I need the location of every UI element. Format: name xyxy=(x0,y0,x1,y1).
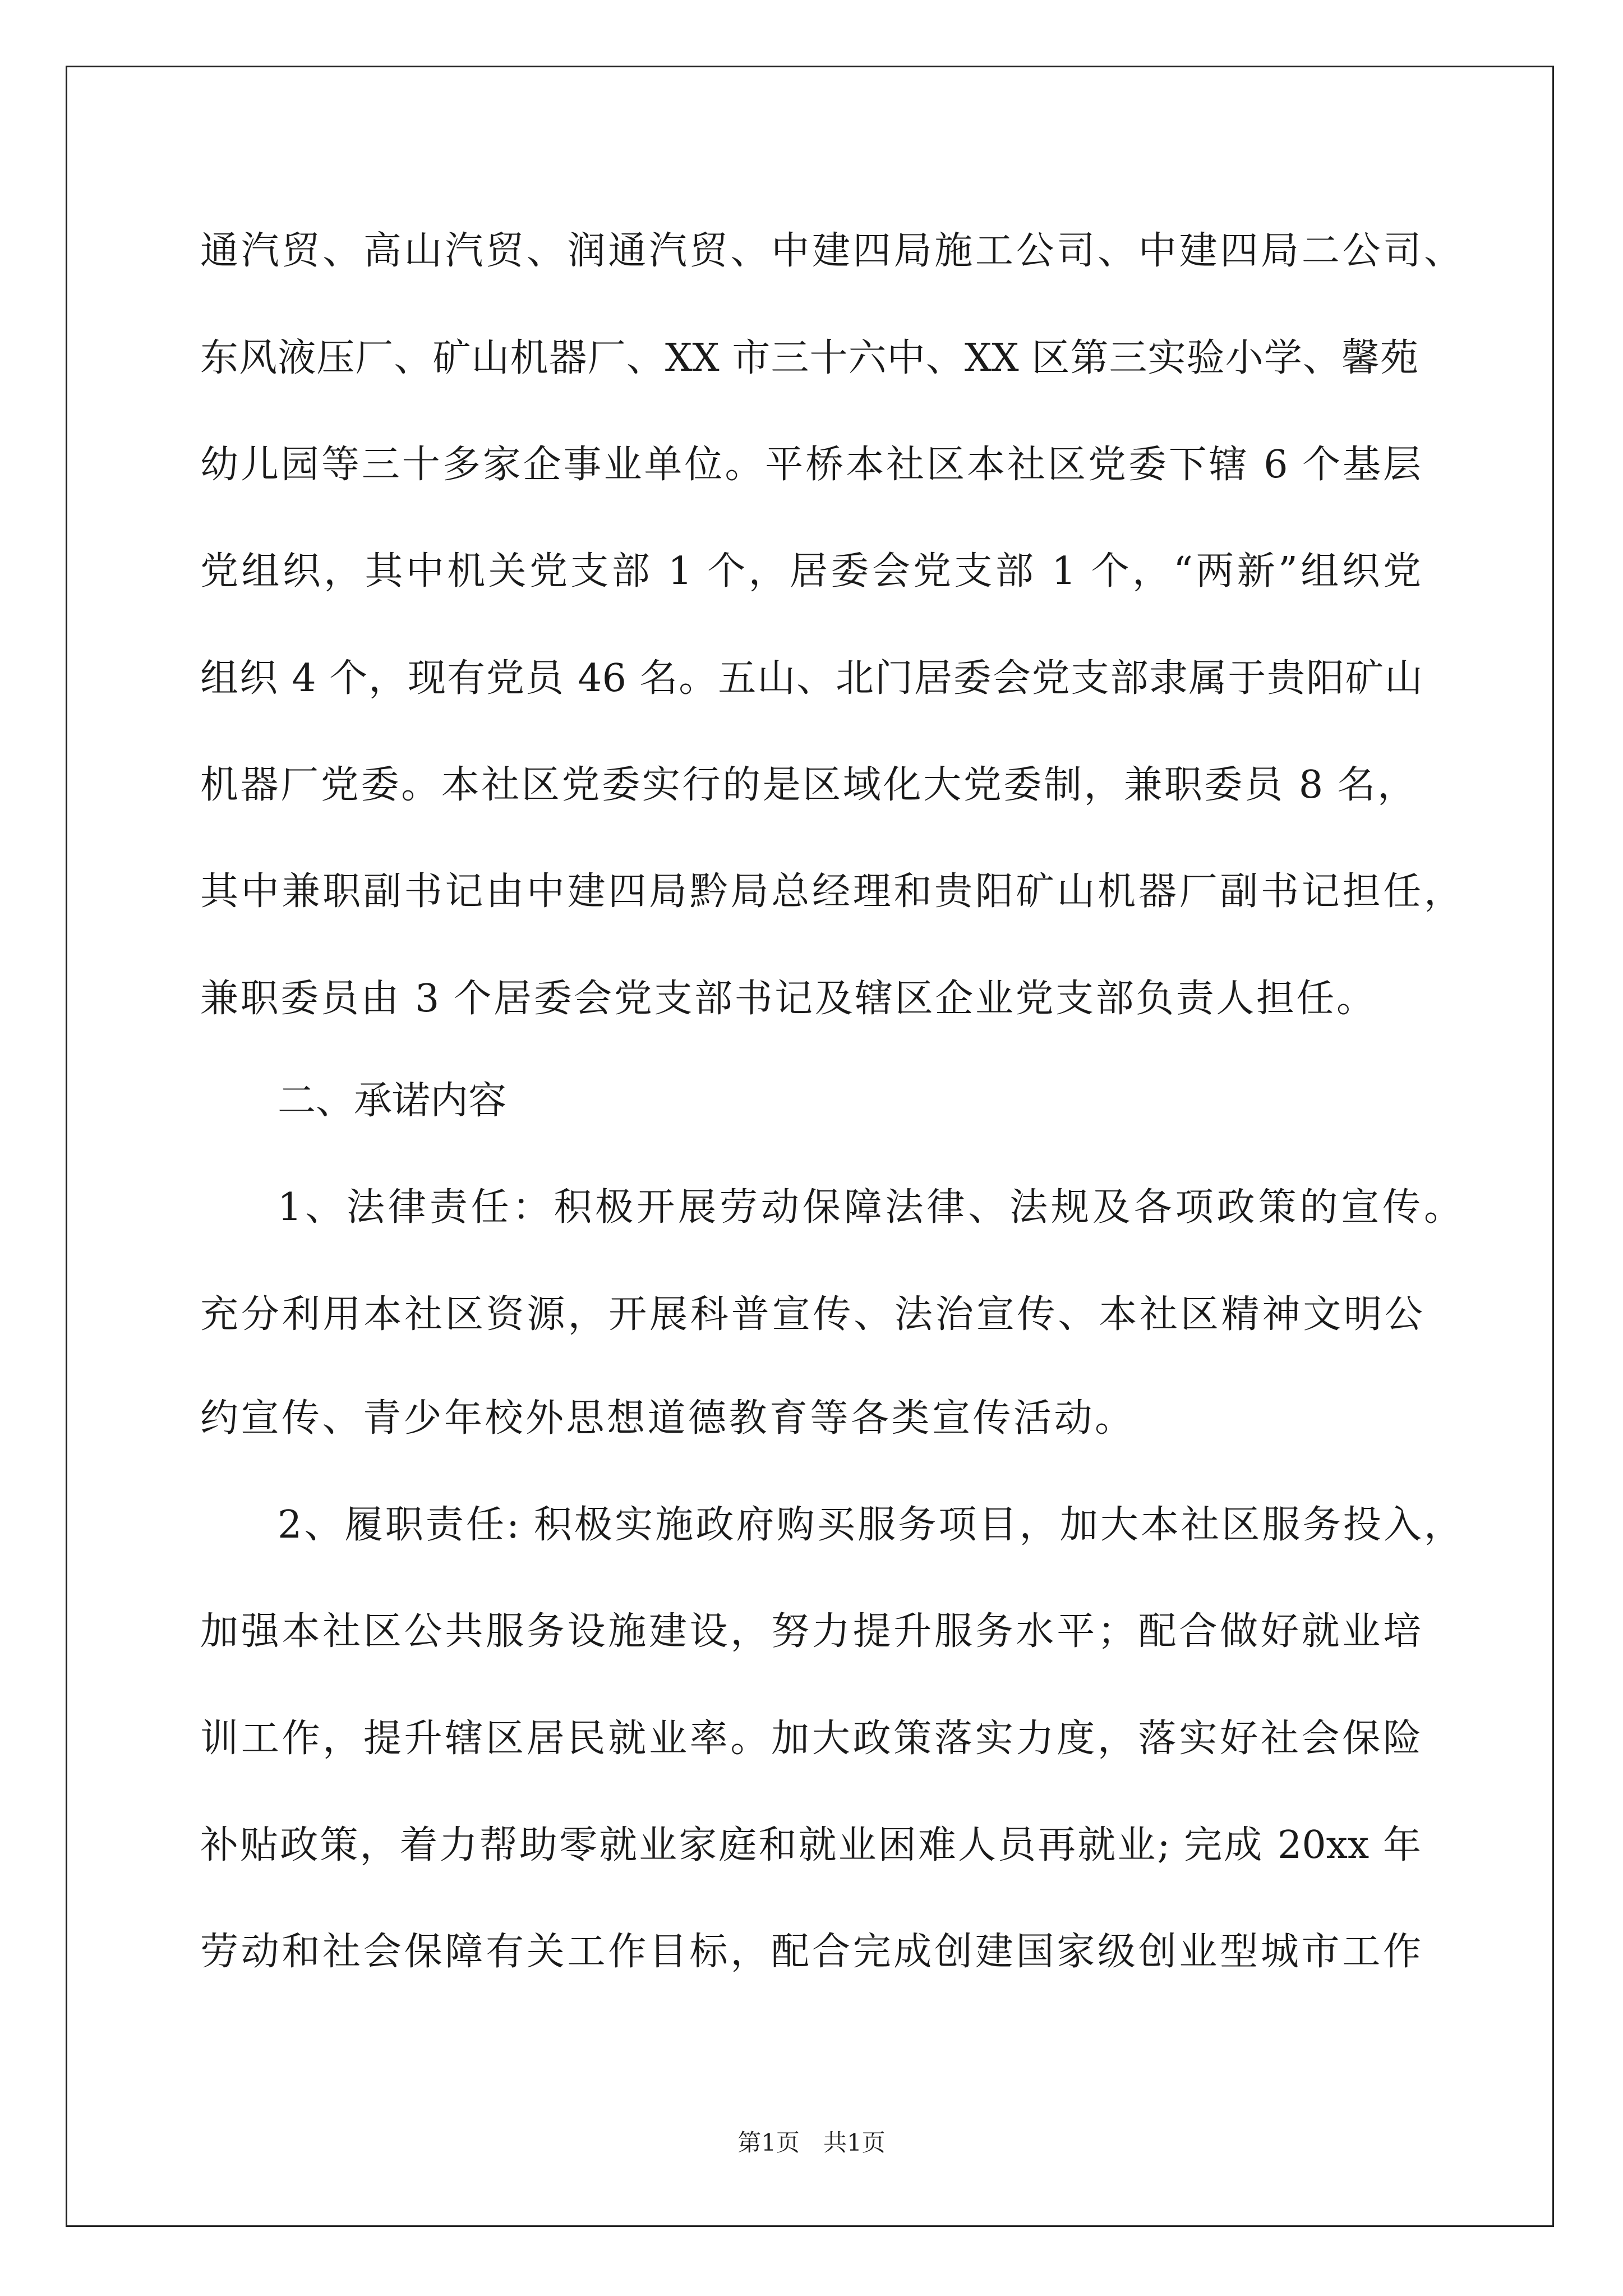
body-line: 加强本社区公共服务设施建设，努力提升服务水平；配合做好就业培 xyxy=(200,1609,1421,1654)
section-heading: 二、承诺内容 xyxy=(278,1079,507,1123)
body-line: 充分利用本社区资源，开展科普宣传、法治宣传、本社区精神文明公 xyxy=(200,1292,1423,1337)
body-line: 补贴政策，着力帮助零就业家庭和就业困难人员再就业; 完成 20xx 年 xyxy=(200,1823,1421,1867)
body-line: 2、履职责任: 积极实施政府购买服务项目，加大本社区服务投入， xyxy=(278,1503,1462,1547)
body-line: 训工作，提升辖区居民就业率。加大政策落实力度，落实好社会保险 xyxy=(200,1717,1421,1761)
page-border xyxy=(66,66,1554,2227)
body-line: 1、法律责任：积极开展劳动保障法律、法规及各项政策的宣传。 xyxy=(278,1185,1462,1230)
body-line: 组织 4 个，现有党员 46 名。五山、北门居委会党支部隶属于贵阳矿山 xyxy=(200,656,1423,701)
body-line: 机器厂党委。本社区党委实行的是区域化大党委制，兼职委员 8 名， xyxy=(200,763,1415,807)
body-line: 通汽贸、高山汽贸、润通汽贸、中建四局施工公司、中建四局二公司、 xyxy=(200,229,1462,273)
body-line: 东风液压厂、矿山机器厂、XX 市三十六中、XX 区第三实验小学、馨苑 xyxy=(200,336,1418,380)
page-footer: 第1页 共1页 xyxy=(737,2129,886,2156)
body-line: 劳动和社会保障有关工作目标，配合完成创建国家级创业型城市工作 xyxy=(200,1930,1421,1974)
body-line: 党组织，其中机关党支部 1 个，居委会党支部 1 个，“两新”组织党 xyxy=(200,549,1421,593)
body-line: 幼儿园等三十多家企事业单位。平桥本社区本社区党委下辖 6 个基层 xyxy=(200,443,1421,487)
body-line: 其中兼职副书记由中建四局黔局总经理和贵阳矿山机器厂副书记担任， xyxy=(200,869,1462,914)
body-line: 兼职委员由 3 个居委会党支部书记及辖区企业党支部负责人担任。 xyxy=(200,977,1375,1021)
body-line: 约宣传、青少年校外思想道德教育等各类宣传活动。 xyxy=(200,1396,1133,1441)
